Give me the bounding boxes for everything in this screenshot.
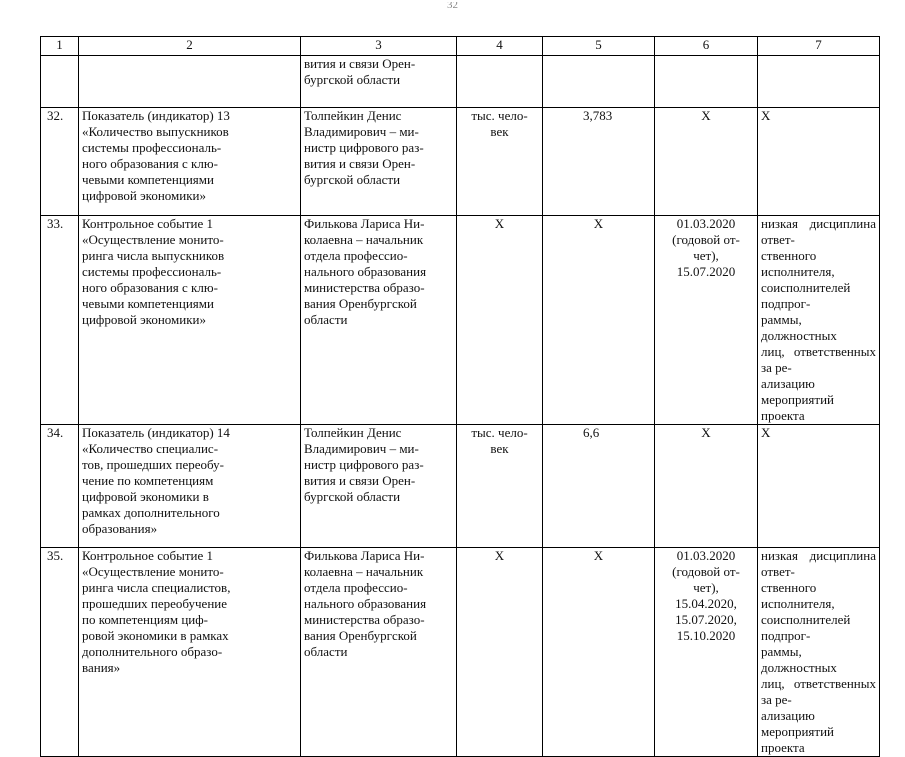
table-cell	[41, 56, 79, 108]
risk-cell: Х	[758, 425, 880, 548]
responsible-cell: Филькова Лариса Ни- колаевна – начальник отдела профессио- нального образования министерства образо- вания Оренбургской области	[301, 548, 457, 757]
header-cell: 2	[79, 37, 301, 56]
indicator-cell: Показатель (индикатор) 14 «Количество специалис- тов, прошедших переобу- чение по компетенциям цифровой экономики в рамках дополнительного образования»	[79, 425, 301, 548]
indicator-cell: Показатель (индикатор) 13 «Количество выпускников системы профессиональ- ного образования с клю- чевыми компетенциями цифровой экономики»	[79, 108, 301, 216]
risk-cell: низкая дисциплина ответ- ственного исполнителя, соисполнителей подпрог- раммы, должностных лиц, ответственных за ре- ализацию мероприятий проекта	[758, 548, 880, 757]
row-number: 35.	[41, 548, 79, 757]
table-cell	[758, 56, 880, 108]
header-cell: 5	[543, 37, 655, 56]
row-number: 34.	[41, 425, 79, 548]
unit-cell: Х	[457, 548, 543, 757]
header-cell: 7	[758, 37, 880, 56]
indicator-cell: Контрольное событие 1 «Осуществление монито- ринга числа специалистов, прошедших переобучение по компетенциям циф- ровой экономики в рамках дополнительного образо- вания»	[79, 548, 301, 757]
value-text: Х	[593, 548, 604, 563]
value-cell	[543, 548, 655, 757]
value-text: 6,6	[583, 425, 600, 440]
value-text: Х	[593, 216, 604, 231]
responsible-cell: Филькова Лариса Ни- колаевна – начальник отдела профессио- нального образования министерства образо- вания Оренбургской области	[301, 216, 457, 425]
table-row	[41, 216, 880, 425]
value-cell	[543, 108, 655, 216]
header-cell: 4	[457, 37, 543, 56]
row-number: 33.	[41, 216, 79, 425]
table-cell	[655, 56, 758, 108]
unit-cell: Х	[457, 216, 543, 425]
date-cell: Х	[655, 425, 758, 548]
table-cell	[79, 56, 301, 108]
table-row	[41, 425, 880, 548]
responsible-cell: Толпейкин Денис Владимирович – ми- нистр цифрового раз- вития и связи Орен- бургской области	[301, 425, 457, 548]
header-cell: 3	[301, 37, 457, 56]
header-row	[41, 37, 880, 56]
header-cell: 6	[655, 37, 758, 56]
risk-cell: Х	[758, 108, 880, 216]
indicator-cell: Контрольное событие 1 «Осуществление монито- ринга числа выпускников системы профессиональ- ного образования с клю- чевыми компетенциями цифровой экономики»	[79, 216, 301, 425]
table-row	[41, 108, 880, 216]
unit-cell: тыс. чело- век	[457, 425, 543, 548]
header-cell: 1	[41, 37, 79, 56]
date-cell: Х	[655, 108, 758, 216]
value-text: 3,783	[583, 108, 613, 123]
risk-cell: низкая дисциплина ответ- ственного исполнителя, соисполнителей подпрог- раммы, должностных лиц, ответственных за ре- ализацию мероприятий проекта	[758, 216, 880, 425]
row-number: 32.	[41, 108, 79, 216]
table-row	[41, 548, 880, 757]
date-cell: 01.03.2020 (годовой от- чет), 15.04.2020, 15.07.2020, 15.10.2020	[655, 548, 758, 757]
document-table	[40, 36, 880, 757]
table-cell	[457, 56, 543, 108]
page-number: 32	[447, 2, 458, 11]
date-cell: 01.03.2020 (годовой от- чет), 15.07.2020	[655, 216, 758, 425]
responsible-cell: вития и связи Орен- бургской области	[301, 56, 457, 108]
table-cell	[543, 56, 655, 108]
continuation-row	[41, 56, 880, 108]
responsible-cell: Толпейкин Денис Владимирович – ми- нистр цифрового раз- вития и связи Орен- бургской области	[301, 108, 457, 216]
value-cell	[543, 216, 655, 425]
value-cell	[543, 425, 655, 548]
unit-cell: тыс. чело- век	[457, 108, 543, 216]
